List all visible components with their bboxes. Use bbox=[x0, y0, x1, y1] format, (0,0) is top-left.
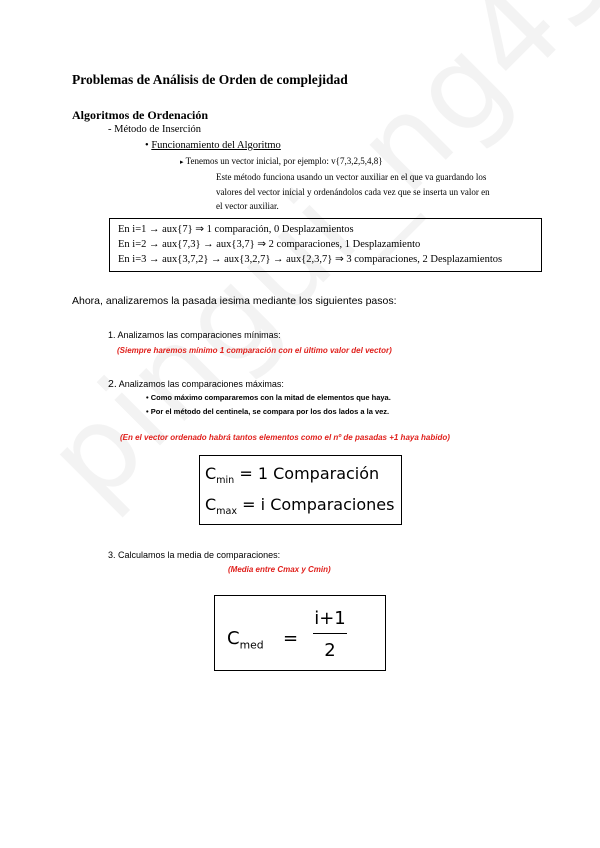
intro-text: Ahora, analizaremos la pasada iesima mediante los siguientes pasos: bbox=[72, 295, 397, 307]
example-line: En i=1 → aux{7} ⇒ 1 comparación, 0 Desplazamientos bbox=[118, 224, 354, 235]
step2-bullet bbox=[146, 407, 389, 416]
cmed-symbol bbox=[227, 628, 264, 652]
step1-note: (Siempre haremos mínimo 1 comparación con el último valor del vector) bbox=[117, 346, 392, 355]
step2-bullet-text: Por el método del centinela, se compara por los dos lados a la vez. bbox=[150, 407, 390, 416]
cmax-formula bbox=[205, 495, 394, 517]
equals-sign: = bbox=[283, 628, 299, 649]
description-line: el vector auxiliar. bbox=[216, 201, 279, 211]
c-symbol: C bbox=[205, 464, 217, 483]
step2-number: 2. bbox=[108, 378, 117, 390]
cmin-formula bbox=[205, 464, 379, 486]
numerator: i+1 bbox=[314, 608, 346, 629]
page-title: Problemas de Análisis de Orden de complejidad bbox=[72, 72, 348, 87]
example-bullet-text: Tenemos un vector inicial, por ejemplo: v{7,3,2,5,4,8} bbox=[185, 156, 383, 166]
min-subscript: min bbox=[216, 475, 235, 487]
section-heading: Algoritmos de Ordenación bbox=[72, 108, 208, 122]
example-line: En i=3 → aux{3,7,2} → aux{3,2,7} → aux{2,3,7} ⇒ 3 comparaciones, 2 Desplazamientos bbox=[118, 254, 503, 265]
c-symbol: C bbox=[205, 495, 217, 514]
bullet-dot: • bbox=[146, 393, 149, 402]
step2-note: (En el vector ordenado habrá tantos elementos como el nº de pasadas +1 haya habido) bbox=[120, 433, 450, 442]
arrow-bullet-icon: ▸ bbox=[180, 158, 184, 166]
description bbox=[216, 170, 490, 214]
c-symbol: C bbox=[227, 628, 240, 649]
formula-med-box bbox=[214, 595, 386, 671]
description-line: Este método funciona usando un vector auxiliar en el que va guardando los bbox=[216, 172, 487, 182]
cmin-value: = 1 Comparación bbox=[234, 464, 380, 483]
step1-label: 1. Analizamos las comparaciones mínimas: bbox=[108, 330, 281, 340]
subheading-text: Funcionamiento del Algoritmo bbox=[151, 140, 281, 151]
description-line: valores del vector inicial y ordenándolos cada vez que se inserta un valor en bbox=[216, 186, 490, 197]
step2-bullet bbox=[146, 393, 391, 402]
step3-label: 3. Calculamos la media de comparaciones: bbox=[108, 550, 281, 560]
subheading bbox=[145, 140, 281, 151]
step3-note: (Media entre Cmax y Cmin) bbox=[228, 565, 331, 574]
max-subscript: max bbox=[216, 506, 238, 518]
formula-minmax-box bbox=[199, 455, 402, 525]
example-bullet bbox=[180, 156, 383, 166]
step2-bullet-text: Como máximo compararemos con la mitad de elementos que haya. bbox=[150, 393, 391, 402]
step2-text: Analizamos las comparaciones máximas: bbox=[118, 379, 284, 389]
bullet-dot: • bbox=[145, 140, 149, 151]
fraction-bar bbox=[313, 633, 347, 634]
step2-label bbox=[108, 378, 284, 390]
method-label: - Método de Inserción bbox=[108, 124, 202, 135]
example-line: En i=2 → aux{7,3} → aux{3,7} ⇒ 2 comparaciones, 1 Desplazamiento bbox=[118, 239, 421, 250]
denominator: 2 bbox=[324, 640, 336, 661]
bullet-dot: • bbox=[146, 407, 149, 416]
example-box bbox=[109, 218, 542, 272]
med-subscript: med bbox=[239, 638, 264, 652]
cmax-value: = i Comparaciones bbox=[237, 495, 395, 514]
